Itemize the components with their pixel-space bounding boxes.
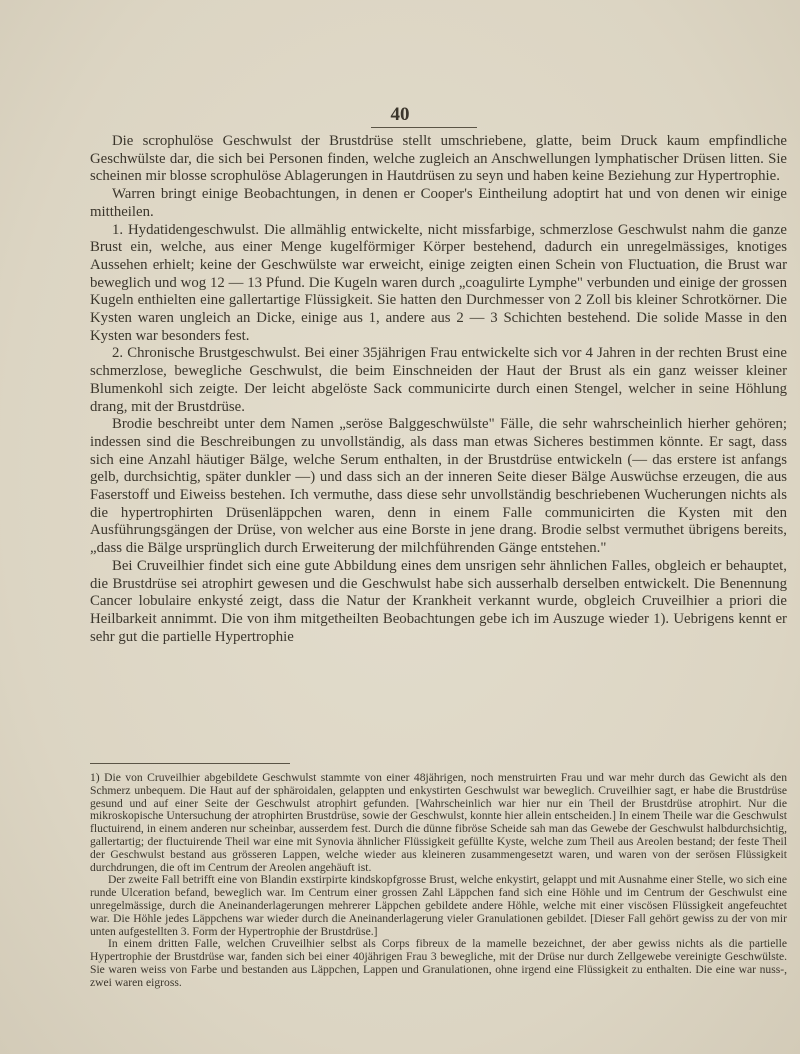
- paragraph: Warren bringt einige Beobachtungen, in denen er Cooper's Eintheilung adoptirt hat und von denen wir einige mittheilen.: [90, 186, 787, 220]
- header-rule: [371, 127, 477, 128]
- paragraph: Brodie beschreibt unter dem Namen „seröse Balggeschwülste" Fälle, die sehr wahrscheinlich hierher gehören; indessen sind die Beschreibungen zu unvollständig, als dass man etwas Sicheres bestimmen könnte. Er sagt, dass sich eine Anzahl häutiger Bälge, welche Serum enthalten, in der Brustdrüse entwickeln (— das erstere ist anfangs gelb, durchsichtig, später dunkler —) und dass sich an der inneren Seite dieser Bälge Auswüchse erzeugen, die aus Faserstoff und Eiweiss bestehen. Ich vermuthe, dass diese sehr unvollständig beschriebenen Wucherungen nichts als die hypertrophirten Drüsenläppchen waren, denn in einem Falle communicirten die Kysten mit den Ausführungsgängen der Drüse, von welcher aus eine Borste in jene drang. Brodie selbst vermuthet übrigens bereits, „dass die Bälge ursprünglich durch Erweiterung der milchführenden Gänge entstehen.": [90, 416, 787, 557]
- paragraph: 1. Hydatidengeschwulst. Die allmählig entwickelte, nicht missfarbige, schmerzlose Geschwulst nahm die ganze Brust ein, welche, aus einer Menge kugelförmiger Körper bestehend, dadurch ein unregelmässiges, knotiges Aussehen erhielt; keine der Geschwülste war erweicht, einige zeigten einen Schein von Fluctuation, die Brust war beweglich und wog 12 — 13 Pfund. Die Kugeln waren durch „coagulirte Lymphe" verbunden und einige der grossen Kugeln enthielten eine gallertartige Flüssigkeit. Sie hatten den Durchmesser von 2 Zoll bis kleiner Schrotkörner. Die Kysten waren ungleich an Dicke, einige aus 1, andere aus 2 — 3 Schichten bestehend. Die solide Masse in den Kysten war besonders fest.: [90, 221, 787, 344]
- footnotes: [90, 772, 787, 990]
- paragraph: Die scrophulöse Geschwulst der Brustdrüse stellt umschriebene, glatte, beim Druck kaum empfindliche Geschwülste dar, die sich bei Personen finden, welche zugleich an Anschwellungen lymphatischer Drüsen litten. Sie scheinen mir blosse scrophulöse Ablagerungen in Hautdrüsen zu seyn und haben keine Beziehung zur Hypertrophie.: [90, 133, 787, 185]
- paragraph: 2. Chronische Brustgeschwulst. Bei einer 35jährigen Frau entwickelte sich vor 4 Jahren in der rechten Brust eine schmerzlose, bewegliche Geschwulst, die beim Einschneiden der Haut der Brust als ein ganz weisser kleiner Blumenkohl sich zeigte. Der leicht abgelöste Sack communicirte durch einen Stengel, welcher in seine Höhlung drang, mit der Brustdrüse.: [90, 345, 787, 415]
- page-number: 40: [390, 104, 410, 125]
- paragraph: Bei Cruveilhier findet sich eine gute Abbildung eines dem unsrigen sehr ähnlichen Falles, obgleich er behauptet, die Brustdrüse sei atrophirt gewesen und die Geschwulst habe sich ausserhalb derselben entwickelt. Die Benennung Cancer lobulaire enkysté zeigt, dass die Natur der Krankheit verkannt wurde, obgleich Cruveilhier a priori die Heilbarkeit annimmt. Die von ihm mitgetheilten Beobachtungen gebe ich im Auszuge wieder 1). Uebrigens kennt er sehr gut die partielle Hypertrophie: [90, 557, 787, 645]
- footnote-separator: [90, 763, 290, 764]
- main-text: [90, 133, 787, 646]
- footnote: In einem dritten Falle, welchen Cruveilhier selbst als Corps fibreux de la mamelle bezeichnet, der aber gewiss nichts als die partielle Hypertrophie der Brustdrüse war, fanden sich bei einer 40jährigen Frau 3 bewegliche, mit der Drüse nur durch Zellgewebe vereinigte Geschwülste. Sie waren weiss von Farbe und bestanden aus Läppchen, Lappen und Granulationen, ohne irgend eine Flüssigkeit zu enthalten. Die eine war nuss-, zwei waren eigross.: [90, 937, 787, 989]
- footnote: 1) Die von Cruveilhier abgebildete Geschwulst stammte von einer 48jährigen, noch menstruirten Frau und war mehr durch das Gewicht als den Schmerz unbequem. Die Haut auf der sphäroidalen, gelappten und enkystirten Geschwulst war beweglich. Cruveilhier sagt, er habe die Brustdrüse gesund und auf einer Seite der Geschwulst atrophirt gefunden. [Wahrscheinlich war hier nur ein Theil der Brustdrüse atrophirt. Nur die mikroskopische Untersuchung der atrophirten Brustdrüse, sowie der Geschwulst, konnte hier allein entscheiden.] In einem Theile war die Geschwulst fluctuirend, in einem anderen nur scheinbar, ausserdem fest. Durch die dünne fibröse Scheide sah man das Gewebe der Geschwulst halbdurchsichtig, gallertartig; der fluctuirende Theil war eine mit Synovia ähnlicher Flüssigkeit gefüllte Kyste, welche zum Theil aus Areolen bestand; der feste Theil der Geschwulst bestand aus grösseren Lappen, welche wieder aus kleineren zusammengesetzt waren, und waren von der serösen Flüssigkeit durchdrungen, die oft im Centrum der Areolen angehäuft ist.: [90, 771, 787, 874]
- footnote: Der zweite Fall betrifft eine von Blandin exstirpirte kindskopfgrosse Brust, welche enkystirt, gelappt und mit Ausnahme einer Stelle, wo sich eine runde Ulceration befand, beweglich war. Im Centrum einer grossen Zahl Läppchen fand sich eine Höhle und im Centrum der Geschwulst eine unregelmässige, durch die Aneinanderlagerungen mehrerer Läppchen gebildete andere Höhle, welche mit einer viscösen Flüssigkeit angefeuchtet war. Die Höhle jedes Läppchens war wieder durch die Aneinanderlagerung vieler Granulationen gebildet. [Dieser Fall gehört gewiss zu der von mir unten aufgestellten 3. Form der Hypertrophie der Brustdrüse.]: [90, 873, 787, 938]
